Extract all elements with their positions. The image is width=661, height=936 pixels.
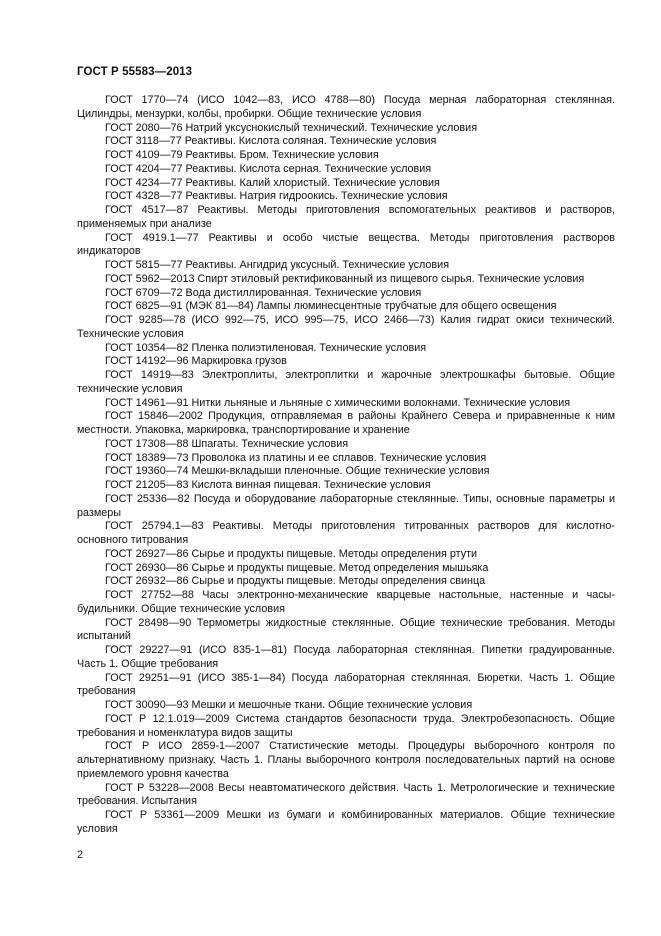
page-header-title: ГОСТ Р 55583—2013 [77,66,193,78]
reference-item: ГОСТ 25794.1—83 Реактивы. Методы приготовления титрованных растворов для кислотно-основного титрования [77,520,615,546]
reference-item: ГОСТ 15846—2002 Продукция, отправляемая в районы Крайнего Севера и приравненные к ним местности. Упаковка, маркировка, транспортирование и хранение [77,410,615,436]
reference-item: ГОСТ 4517—87 Реактивы. Методы приготовления вспомогательных реактивов и растворов, применяемых при анализе [77,204,615,230]
reference-item: ГОСТ 4919.1—77 Реактивы и особо чистые вещества. Методы приготовления растворов индикаторов [77,231,615,258]
reference-item: ГОСТ 5962—2013 Спирт этиловый ректификованный из пищевого сырья. Технические условия [105,272,585,285]
reference-item: ГОСТ 26927—86 Сырье и продукты пищевые. Методы определения ртути [105,547,478,560]
reference-item: ГОСТ 30090—93 Мешки и мешочные ткани. Общие технические условия [105,699,473,711]
reference-item: ГОСТ 29251—91 (ИСО 385-1—84) Посуда лабораторная стеклянная. Бюретки. Часть 1. Общие требования [77,671,615,698]
reference-item: ГОСТ 14919—83 Электроплиты, электроплитки и жарочные электрошкафы бытовые. Общие технические условия [77,369,615,395]
reference-item: ГОСТ 21205—83 Кислота винная пищевая. Технические условия [105,479,431,491]
reference-item: ГОСТ Р 53361—2009 Мешки из бумаги и комбинированных материалов. Общие технические условия [77,809,615,835]
reference-item: ГОСТ 14961—91 Нитки льняные и льняные с химическими волокнами. Технические условия [105,396,571,409]
reference-item: ГОСТ 26932—86 Сырье и продукты пищевые. Методы определения свинца [105,575,486,588]
reference-item: ГОСТ 2080—76 Натрий уксуснокислый технический. Технические условия [105,121,478,134]
reference-item: ГОСТ 6825—91 (МЭК 81—84) Лампы люминесцентные трубчатые для общего освещения [105,300,557,313]
reference-item: ГОСТ 29227—91 (ИСО 835-1—81) Посуда лабораторная стеклянная. Пипетки градуированные. Часть 1. Общие требования [77,644,615,670]
reference-item: ГОСТ Р ИСО 2859-1—2007 Статистические методы. Процедуры выборочного контроля по альтернативному признаку. Часть 1. Планы выборочного контроля последовательных партий на основе приемлемого уровня качества [77,740,615,780]
reference-item: ГОСТ 17308—88 Шпагаты. Технические условия [105,437,349,450]
normative-references-list [77,94,615,837]
reference-item: ГОСТ 4234—77 Реактивы. Калий хлористый. Технические условия [105,176,440,189]
reference-item: ГОСТ 4328—77 Реактивы. Натрия гидроокись. Технические условия [105,190,448,203]
reference-item: ГОСТ 25336—82 Посуда и оборудование лабораторные стеклянные. Типы, основные параметры и размеры [77,492,615,519]
reference-item: ГОСТ 19360—74 Мешки-вкладыши пленочные. Общие технические условия [105,465,490,478]
reference-item: ГОСТ 28498—90 Термометры жидкостные стеклянные. Общие технические требования. Методы испытаний [77,616,615,643]
reference-item: ГОСТ 9285—78 (ИСО 992—75, ИСО 995—75, ИСО 2466—73) Калия гидрат окиси технический. Технические условия [77,314,615,340]
reference-item: ГОСТ 5815—77 Реактивы. Ангидрид уксусный. Технические условия [105,259,450,271]
reference-item: ГОСТ Р 12.1.019—2009 Система стандартов безопасности труда. Электробезопасность. Общие требования и номенклатура видов защиты [77,712,615,739]
reference-item: ГОСТ 26930—86 Сырье и продукты пищевые. Метод определения мышьяка [105,561,489,574]
reference-item: ГОСТ 4109—79 Реактивы. Бром. Технические условия [105,149,379,161]
reference-item: ГОСТ 27752—88 Часы электронно-механические кварцевые настольные, настенные и часы-будильники. Общие технические условия [77,589,615,615]
reference-item: ГОСТ 6709—72 Вода дистиллированная. Технические условия [105,286,422,299]
reference-item: ГОСТ 14192—96 Маркировка грузов [105,355,287,368]
reference-item: ГОСТ 10354—82 Пленка полиэтиленовая. Технические условия [105,341,427,354]
reference-item: ГОСТ 1770—74 (ИСО 1042—83, ИСО 4788—80) Посуда мерная лабораторная стеклянная. Цилиндры, мензурки, колбы, пробирки. Общие технические условия [77,94,615,120]
reference-item: ГОСТ Р 53228—2008 Весы неавтоматического действия. Часть 1. Метрологические и технические требования. Испытания [77,781,615,808]
page-number: 2 [77,849,84,861]
reference-item: ГОСТ 18389—73 Проволока из платины и ее сплавов. Технические условия [105,451,487,464]
reference-item: ГОСТ 4204—77 Реактивы. Кислота серная. Технические условия [105,162,432,175]
reference-item: ГОСТ 3118—77 Реактивы. Кислота соляная. Технические условия [105,135,437,148]
